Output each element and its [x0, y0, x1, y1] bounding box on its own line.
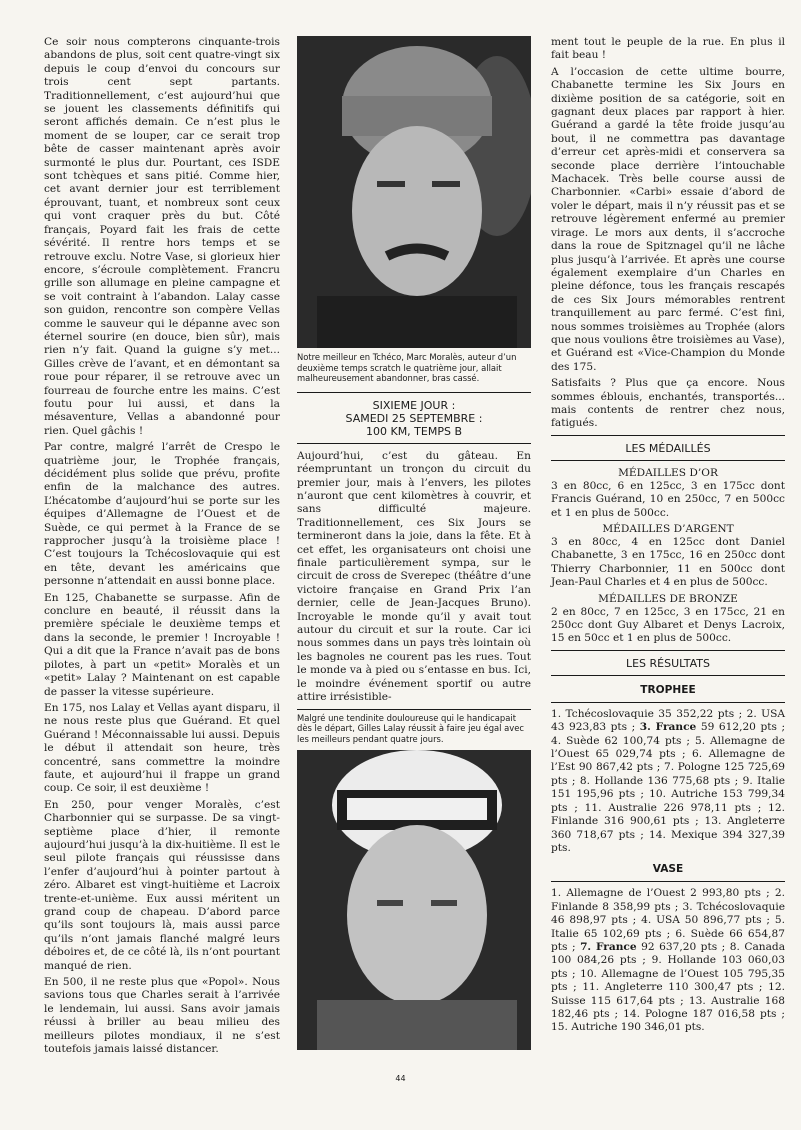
- bronze-text: 2 en 80cc, 7 en 125cc, 3 en 175cc, 21 en 250cc dont Guy Albaret et Denys Lacroix, 15 en 50cc et 1 en plus de 500cc.: [551, 605, 785, 645]
- paragraph: Aujourd’hui, c’est du gâteau. En réempruntant un tronçon du circuit du premier jour, mais à l’envers, les pilotes n’auront que cent kilomètres à couvrir, et sans difficulté majeure. Traditionnellement, ces Six Jours se termineront dans la joie, dans la fête. Et à cet effet, les organisateurs ont choisi une finale particulièrement sympa, sur le circuit de cross de Sverepec (théâtre d’une victoire française en Grand Prix l’an dernier, celle de Jean-Jacques Bruno). Incroyable le monde qu’il y avait tout autour du circuit et sur la route. Car ici nous sommes dans un pays très lointain où les bagnoles ne courent pas les rues. Tout le monde va à pied ou s’entasse en bus. Ici, le moindre événement sportif ou autre attire irrésistible-: [297, 449, 531, 704]
- column-right: [551, 36, 785, 1038]
- results-text: 1. Tchécoslovaquie 35 352,22 pts ; 2. USA 43 923,83 pts ;: [551, 707, 785, 734]
- day-heading-line: SAMEDI 25 SEPTEMBRE :: [345, 411, 483, 425]
- vase-results: [551, 887, 785, 1034]
- paragraph: A l’occasion de cette ultime bourre, Chabanette termine les Six Jours en dixième position de sa catégorie, soit en gagnant deux places par rapport à hier. Guérand a gardé la tête froide jusqu’au bout, il ne commettra pas davantage d’erreur cet après-midi et conservera sa seconde place derrière l’intouchable Machacek. Très belle course aussi de Charbonnier. «Carbi» essaie d’abord de voler le départ, mais il n’y réussit pas et se retrouve légèrement enfermé au premier virage. Le mors aux dents, il s’accroche dans la roue de Spitznagel qu’il ne lâche plus jusqu’à l’arrivée. Et après une course également exemplaire d’un Charles en pleine défonce, tous les français rescapés de ces Six Jours mémorables rentrent tranquillement au parc fermé. C’est fini, nous sommes troisièmes au Trophée (alors que nous voulions être troisièmes au Vase), et Guérand est «Vice-Champion du Monde des 175.: [551, 65, 785, 373]
- divider: [551, 881, 785, 882]
- trophee-title: TROPHEE: [640, 683, 696, 696]
- paragraph: Par contre, malgré l’arrêt de Crespo le quatrième jour, le Trophée français, décidément plus solide que prévu, profite enfin de la malchance des autres. L’hécatombe d’aujourd’hui se porte sur les équipes d’Allemagne de l’Ouest et de Suède, ce qui permet à la France de se rapprocher jusqu’à la troisième place ! C’est toujours la Tchécoslovaquie qui est en tête, devant les américains que personne n’attendait en aussi bonne place.: [44, 441, 280, 588]
- results-france: 3. France: [639, 721, 697, 734]
- trophee-results: [551, 708, 785, 855]
- vase-title: VASE: [652, 863, 684, 876]
- paragraph: En 125, Chabanette se surpasse. Afin de conclure en beauté, il réussit dans la première spéciale le deuxième temps et dans la seconde, le premier ! Incroyable ! Qui a dit que la France n’avait pas de bons pilotes, à part un «petit» Moralès et un «petit» Lalay ? Maintenant on est capable de passer la vitesse supérieure.: [44, 591, 280, 698]
- column-middle: [297, 36, 531, 1050]
- paragraph: En 175, nos Lalay et Vellas ayant disparu, il ne nous reste plus que Guérand. Et quel Guérand ! Méconnaissable lui aussi. Depuis le début il attendait son heure, très concentré, sans commettre la moindre faute, et aujourd’hui il frappe un grand coup. Ce soir, il est deuxième !: [44, 701, 280, 795]
- silver-text: 3 en 80cc, 4 en 125cc dont Daniel Chabanette, 3 en 175cc, 16 en 250cc dont Thierry Charbonnier, 11 en 500cc dont Jean-Paul Charles et 4 en plus de 500cc.: [551, 536, 785, 589]
- results-text: 92 637,20 pts ; 8. Canada 100 084,26 pts ; 9. Hollande 103 060,03 pts ; 10. Allemagne de l’Ouest 105 795,35 pts ; 11. Angleterre 110 300,47 pts ; 12. Suisse 115 617,64 pts ; 13. Australie 168 182,46 pts ; 14. Pologne 187 016,58 pts ; 15. Autriche 190 346,01 pts.: [551, 940, 786, 1034]
- paragraph: ment tout le peuple de la rue. En plus il fait beau !: [551, 36, 785, 62]
- results-text: 59 612,20 pts ; 4. Suède 62 100,74 pts ; 5. Allemagne de l’Ouest 65 029,74 pts ; 6. Allemagne de l’Est 90 867,42 pts ; 7. Pologne 125 725,69 pts ; 8. Hollande 136 775,68 pts ; 9. Italie 151 195,96 pts ; 10. Autriche 153 799,34 pts ; 11. Australie 226 978,11 pts ; 12. Finlande 316 900,61 pts ; 13. Angleterre 360 718,67 pts ; 14. Mexique 394 327,39 pts.: [551, 721, 786, 854]
- medals-title: LES MÉDAILLÉS: [551, 435, 785, 461]
- paragraph: Ce soir nous compterons cinquante-trois abandons de plus, soit cent quatre-vingt six depuis le coup d’envoi du concours sur trois cent sept partants. Traditionnellement, c’est aujourd’hui que se jouent les classements définitifs qui seront affichés demain. Ce n’est plus le moment de se louper, car ce serait trop bête de casser maintenant après avoir surmonté le plus dur. Pourtant, ces ISDE sont tchèques et sans pitié. Comme hier, cet avant dernier jour est terriblement éprouvant, tuant, et nombreux sont ceux qui vont craquer près du but. Côté français, Poyard fait les frais de cette sévérité. Il rentre hors temps et se retrouve exclu. Notre Vase, si glorieux hier encore, s’écroule complètement. Francru grille son allumage en pleine campagne et se voit contraint à l’abandon. Lalay casse son guidon, rencontre son compère Vellas comme le sauveur qui le dépanne avec son éternel sourire (en douce, bien sûr), mais rien n’y fait. Quand la guigne s’y met... Gilles crève de l’avant, et en démontant sa roue pour réparer, il se retrouve avec un fourreau de fourche entre les mains. C’est foutu pour lui aussi, et dans la mésaventure, Vellas a abandonné pour rien. Quel gâchis !: [44, 36, 280, 437]
- photo-morales: [297, 36, 531, 348]
- gold-title: MÉDAILLES D’OR: [618, 466, 718, 479]
- photo-lalay: [297, 750, 531, 1050]
- results-title: LES RÉSULTATS: [551, 650, 785, 676]
- column-left: [44, 36, 280, 1059]
- day-heading: [297, 392, 531, 444]
- photo-caption: Malgré une tendinite douloureuse qui le handicapait dès le départ, Gilles Lalay réussit à faire jeu égal avec les meilleurs pendant quatre jours.: [297, 709, 531, 745]
- photo-caption: Notre meilleur en Tchéco, Marc Moralès, auteur d’un deuxième temps scratch le quatrième jour, allait malheureusement abandonner, bras cassé.: [297, 352, 517, 384]
- results-france: 7. France: [580, 940, 637, 953]
- divider: [551, 702, 785, 703]
- paragraph: En 500, il ne reste plus que «Popol». Nous savions tous que Charles serait à l’arrivée le lendemain, lui aussi. Sans avoir jamais réussi à briller au beau milieu des meilleurs pilotes mondiaux, il ne s’est toutefois jamais laissé distancer.: [44, 976, 280, 1056]
- silver-title: MÉDAILLES D’ARGENT: [602, 523, 734, 535]
- paragraph: En 250, pour venger Moralès, c’est Charbonnier qui se surpasse. De sa vingt-septième place d’hier, il remonte aujourd’hui jusqu’à la dix-huitième. Il est le seul pilote français qui réussisse dans l’enfer d’aujourd’hui à pointer partout à zéro. Albaret est vingt-huitième et Lacroix trente-et-unième. Eux aussi méritent un grand coup de chapeau. D’abord parce qu’ils sont toujours là, mais aussi parce qu’ils n’ont jamais flanché malgré leurs déboires et, de ce côté là, ils n’ont pourtant manqué de rien.: [44, 798, 280, 972]
- bronze-title: MÉDAILLES DE BRONZE: [598, 592, 738, 605]
- page-number: 44: [395, 1074, 406, 1083]
- day-heading-line: SIXIEME JOUR :: [372, 398, 456, 412]
- portrait-photo-2: [297, 750, 531, 1050]
- paragraph: Satisfaits ? Plus que ça encore. Nous sommes éblouis, enchantés, transportés... mais contents de rentrer chez nous, fatigués.: [551, 377, 785, 430]
- gold-text: 3 en 80cc, 6 en 125cc, 3 en 175cc dont Francis Guérand, 10 en 250cc, 7 en 500cc et 1 en plus de 500cc.: [551, 479, 785, 519]
- day-heading-line: 100 KM, TEMPS B: [365, 424, 462, 438]
- portrait-photo-1: [297, 36, 531, 348]
- results-text: 1. Allemagne de l’Ouest 2 993,80 pts ; 2. Finlande 8 358,99 pts ; 3. Tchécoslovaquie 46 898,97 pts ; 4. USA 50 896,77 pts ; 5. Italie 65 102,69 pts ; 6. Suède 66 654,87 pts ;: [551, 887, 785, 953]
